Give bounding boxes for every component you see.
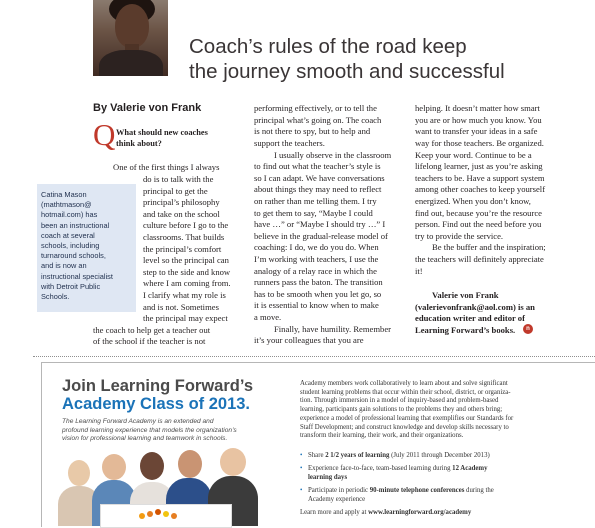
col2-line: a move. (254, 312, 282, 322)
author-photo (93, 0, 168, 76)
certificate-logo (100, 504, 232, 528)
ad-intro-line: The Learning Forward Academy is an extended and (62, 418, 214, 425)
col3-line: teachers to be. Have a support system (415, 173, 545, 183)
col1-line: step to the side and know (143, 267, 231, 277)
bio-line: education writer and editor of (415, 313, 525, 323)
col3-line: way for those teachers. Be organized. (415, 138, 544, 148)
question-line-2: think about? (116, 139, 162, 148)
sidebar-line: Schools. (41, 292, 70, 302)
ad-intro-line: profound learning experience that models the organization’s (62, 426, 237, 434)
col1-line: the coach to help get a teacher out (93, 325, 211, 335)
article-title (189, 34, 569, 84)
col1-line: level so the principal can (143, 255, 229, 265)
ad-para-line: student learning problems that occur within their school, district, or organiza- (300, 388, 511, 396)
question-line-1: What should new coaches (116, 128, 208, 137)
col1-line: principal’s philosophy (143, 197, 220, 207)
sidebar-line: hotmail.com) has (41, 210, 98, 220)
col2-line: performing effectively, or to tell the (254, 103, 377, 113)
col2-line: to get them to say, “Maybe I could (254, 208, 373, 218)
bio-line: Valerie von Frank (432, 290, 499, 300)
sidebar-line: with Detroit Public (41, 281, 101, 291)
ad-intro-line: vision for professional learning and teamwork in schools. (62, 435, 228, 443)
col2-line: is not there to spy, but to help and (254, 126, 371, 136)
sidebar-line: been an instructional (41, 220, 110, 230)
col2-line: Finally, have humility. Remember (274, 324, 392, 334)
col2-line: coaching: I do, we do you do. When (254, 242, 379, 252)
col2-line: so I can adapt. We have conversations (254, 173, 385, 183)
col2-line: to find out what the teacher’s style is (254, 161, 381, 171)
ad-more-info: Learn more and apply at www.learningforward.org/academy (300, 509, 472, 516)
col2-line: support the teachers. (254, 138, 325, 148)
ad-headline-1: Join Learning Forward’s (62, 377, 253, 395)
col2-line: I usually observe in the classroom (274, 150, 392, 160)
ad-intro (62, 418, 292, 444)
col1-line: and take on the school (143, 209, 220, 219)
author-sidebar (37, 184, 136, 312)
col1-line: I clarify what my role is (143, 290, 226, 300)
ad-para-line: Staff Development; and construct knowledge and develop skills necessary to (300, 423, 509, 431)
ad-para-line: transform their learning, their work, and their organizations. (300, 432, 464, 440)
bio-line: Learning Forward’s books. (415, 325, 516, 335)
col3-line: Be the buffer and the inspiration; (432, 242, 546, 252)
col3-line: it! (415, 266, 423, 276)
col1-line: classrooms. That builds (143, 232, 225, 242)
col2-line: on rather than me telling them. I try (254, 196, 377, 206)
sidebar-line: turnaround schools, (41, 251, 106, 261)
col2-line: I’m working with teachers, I use the (254, 254, 379, 264)
col1-line: One of the first things I always (113, 162, 220, 172)
question-letter: Q (93, 117, 116, 152)
col2-line: analogy of a relay race in which the (254, 266, 377, 276)
col3-line: the teachers will definitely appreciate (415, 254, 544, 264)
col3-line: find out, because you’re the resource (415, 208, 542, 218)
sidebar-line: schools, including (41, 241, 100, 251)
sidebar-line: instructional specialist (41, 271, 113, 281)
col3-line: among other coaches to keep yourself (415, 184, 546, 194)
title-line-2: the journey smooth and successful (189, 60, 505, 83)
col1-line: where I am coming from. (143, 278, 231, 288)
col2-line: have …” or “Maybe I should try …” I (254, 219, 386, 229)
byline: By Valerie von Frank (93, 102, 202, 114)
col2-line: it is essential to know when to make (254, 300, 379, 310)
col2-line: principal what’s going on. The coach (254, 115, 382, 125)
ad-para-line: experience a model of professional learning that exemplifies our Standards for (300, 414, 514, 422)
col1-line: principal to get the (143, 186, 208, 196)
col1-line: and is not. Sometimes (143, 302, 219, 312)
col3-line: energized. When you don’t know, (415, 196, 531, 206)
col2-line: about things they may need to reflect (254, 184, 382, 194)
col1-line: of the school if the teacher is not (93, 336, 206, 346)
col2-line: has to be smooth when you let go, so (254, 289, 382, 299)
ad-para-line: Academy members work collaboratively to learn about and solve significant (300, 380, 508, 387)
academy-link[interactable]: www.learningforward.org/academy (368, 509, 472, 516)
title-line-1: Coach’s rules of the road keep (189, 35, 467, 58)
sidebar-line: and is now an (41, 261, 87, 271)
col1-line: the principal’s comfort (143, 244, 222, 254)
learning-forward-logo-icon (139, 509, 189, 523)
ad-para-line: learning, participants gain solutions to the problems they and others bring; (300, 406, 503, 414)
sidebar-line: coach at several (41, 230, 95, 240)
col1-line: the principal may expect (143, 313, 228, 323)
sidebar-line: (mathtmason@ (41, 200, 92, 210)
section-divider (33, 356, 595, 357)
col1-line: do is to talk with the (143, 174, 214, 184)
col3-line: you are or how much you know. You (415, 115, 542, 125)
col3-line: person. Find out the need before you (415, 219, 542, 229)
col1-line: culture before I go to the (143, 220, 229, 230)
sidebar-line: Catina Mason (41, 190, 87, 199)
col2-line: runners pass the baton. The transition (254, 277, 383, 287)
ad-para-line: tion. Through immersion in a model of inquiry-based and problem-based (300, 397, 499, 405)
ad-headline-2: Academy Class of 2013. (62, 395, 251, 413)
col2-line: it’s your colleagues that you are (254, 335, 364, 345)
col3-line: want to transfer your ideas in a safe (415, 126, 538, 136)
bio-line: (valerievonfrank@aol.com) is an (415, 302, 535, 312)
col2-line: believe in the gradual-release model of (254, 231, 388, 241)
col3-line: helping. It doesn’t matter how smart (415, 103, 540, 113)
col3-line: Keep your word. Continue to be a (415, 150, 532, 160)
col3-line: try to provide the service. (415, 231, 504, 241)
col3-line: lifelong learner, just as you’re asking (415, 161, 543, 171)
end-mark-icon: n (523, 324, 533, 334)
